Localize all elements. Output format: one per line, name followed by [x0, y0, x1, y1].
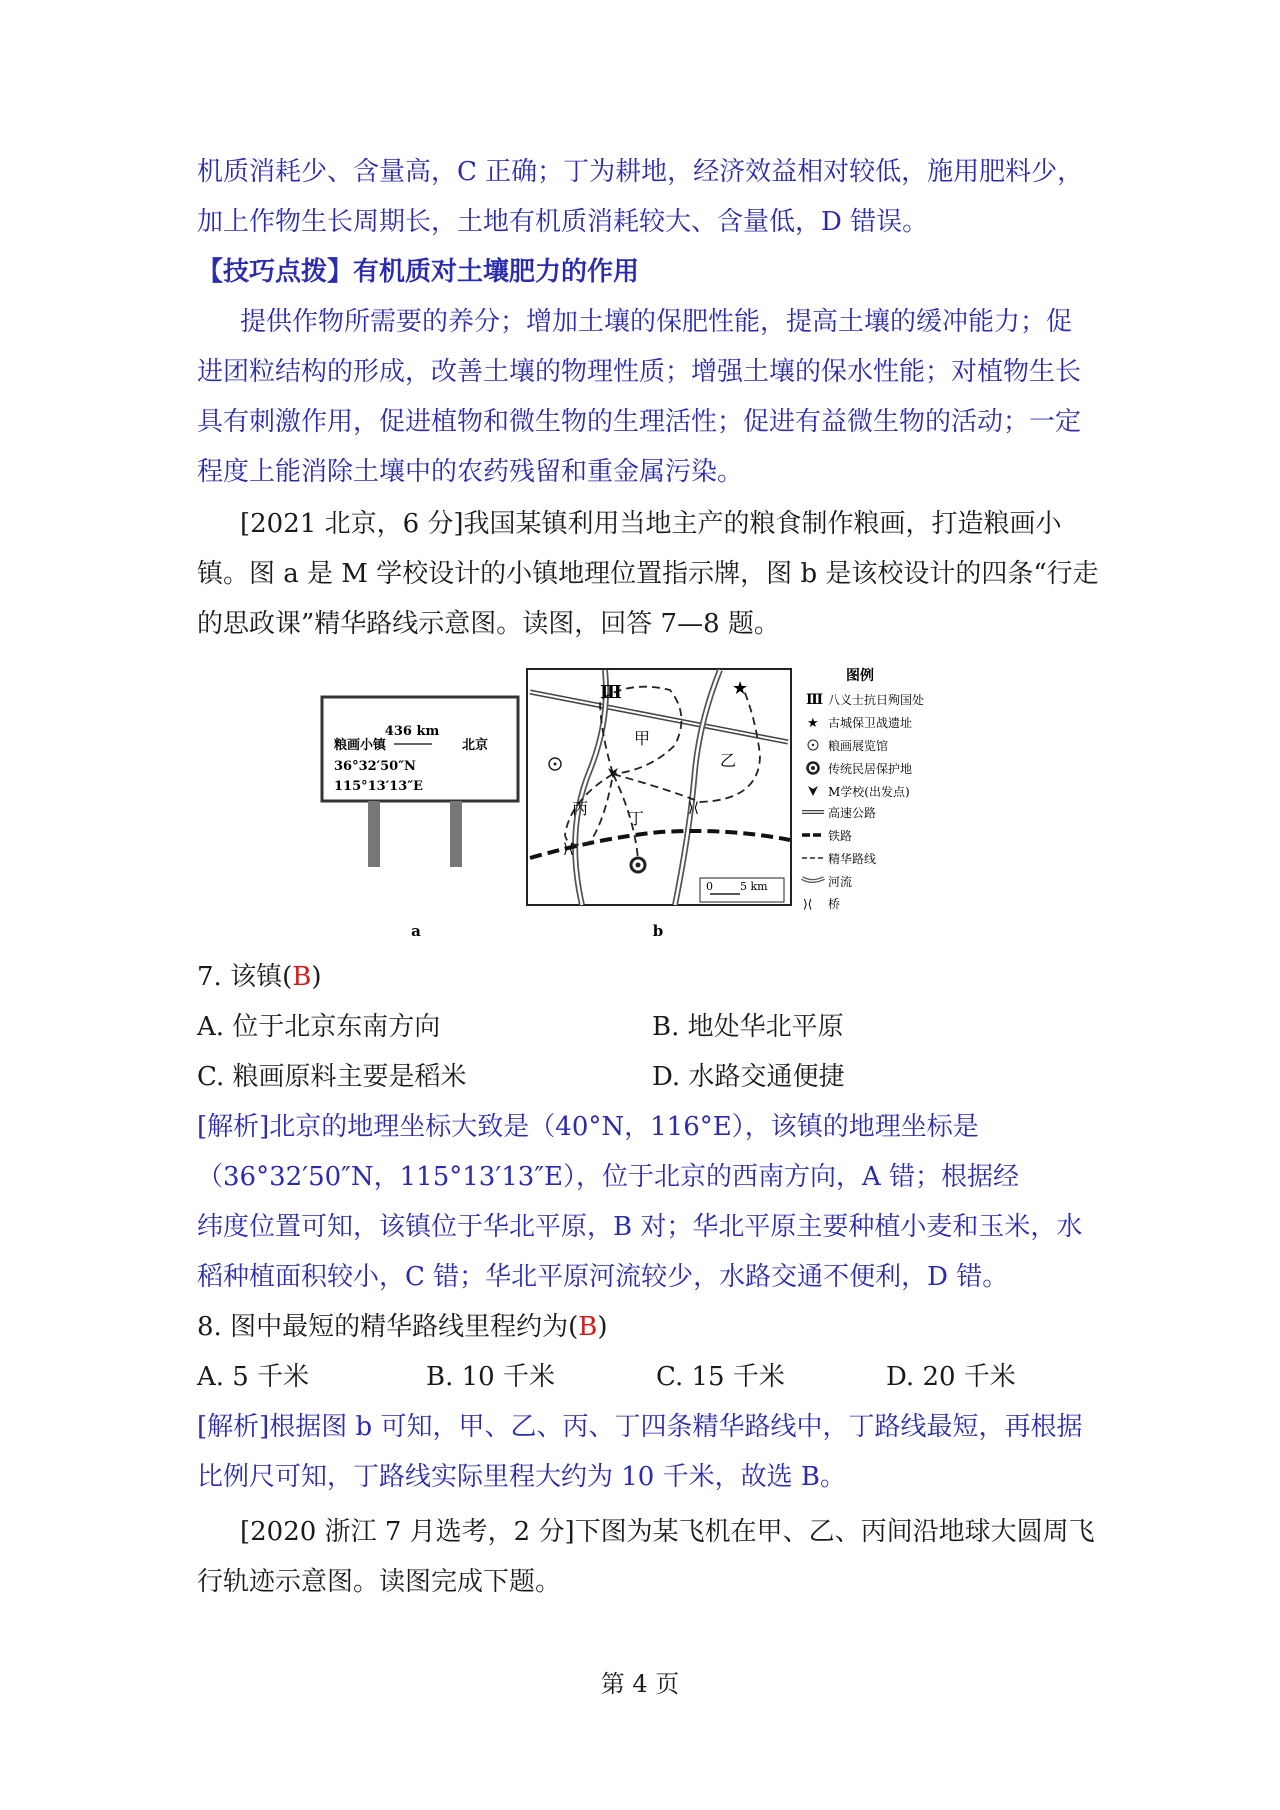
- route-map: [527, 669, 791, 905]
- explanation-line: 纬度位置可知，该镇位于华北平原，B 对；华北平原主要种植小麦和玉米，水: [197, 1212, 1083, 1242]
- answer-explanation-line: 加上作物生长周期长，土地有机质消耗较大、含量低，D 错误。: [197, 207, 929, 237]
- question-intro-line: 的思政课”精华路线示意图。读图，回答 7—8 题。: [197, 609, 780, 639]
- page-number: 第 4 页: [600, 1670, 680, 1698]
- question-7-prefix: 7. 该镇(: [197, 962, 293, 992]
- bridge-icon: ⟩⟨: [563, 841, 574, 857]
- option-a: A. 位于北京东南方向: [197, 1012, 441, 1042]
- scale-five-km: 5 km: [740, 880, 768, 893]
- legend-item: 传统民居保护地: [828, 762, 913, 776]
- legend-item: 桥: [828, 897, 841, 911]
- option-d: D. 水路交通便捷: [652, 1062, 845, 1092]
- explanation-line: （36°32′50″N，115°13′13″E），位于北京的西南方向，A 错；根据经: [197, 1162, 1020, 1192]
- sign-longitude: 115°13′13″E: [334, 779, 423, 794]
- legend-title: 图例: [846, 668, 874, 684]
- explanation-line: [解析]北京的地理坐标大致是（40°N，116°E），该镇的地理坐标是: [197, 1112, 979, 1142]
- bridge-icon: ⟩⟨: [688, 800, 699, 816]
- question-7-stem: [197, 960, 321, 994]
- route-label-bing: 丙: [572, 799, 589, 818]
- tip-text-line: 程度上能消除土壤中的农药残留和重金属污染。: [197, 457, 744, 487]
- option-d: D. 20 千米: [886, 1362, 1016, 1392]
- option-a: A. 5 千米: [197, 1362, 310, 1392]
- legend-item: 河流: [828, 875, 853, 889]
- question-7-suffix: ): [311, 962, 322, 992]
- svg-text:Ⅲ: Ⅲ: [806, 692, 824, 708]
- question-8-prefix: 8. 图中最短的精华路线里程约为(: [197, 1312, 579, 1342]
- option-b: B. 地处华北平原: [652, 1012, 844, 1042]
- legend-item: 粮画展览馆: [828, 739, 889, 753]
- svg-text:⟩⟨: ⟩⟨: [803, 897, 813, 911]
- legend-item: M学校(出发点): [828, 785, 910, 799]
- battle-site-icon: ★: [732, 678, 749, 699]
- question-intro-line: 镇。图 a 是 M 学校设计的小镇地理位置指示牌，图 b 是该校设计的四条“行走: [197, 559, 1099, 589]
- legend-item: 高速公路: [828, 806, 877, 820]
- legend-item: 古城保卫战遗址: [828, 716, 913, 730]
- question-7-answer: B: [292, 962, 312, 992]
- question-8-answer: B: [578, 1312, 598, 1342]
- figure-label-a: a: [411, 922, 421, 940]
- tip-text-line: 进团粒结构的形成，改善土壤的物理性质；增强土壤的保水性能；对植物生长: [197, 357, 1082, 387]
- sign-board: [322, 697, 518, 867]
- next-question-intro: 行轨迹示意图。读图完成下题。: [197, 1567, 562, 1597]
- tip-text-line: 提供作物所需要的养分；增加土壤的保肥性能，提高土壤的缓冲能力；促: [240, 307, 1073, 337]
- tip-text-line: 具有刺激作用，促进植物和微生物的生理活性；促进有益微生物的活动；一定: [197, 407, 1082, 437]
- figure-label-b: b: [652, 922, 664, 940]
- option-b: B. 10 千米: [426, 1362, 555, 1392]
- memorial-icon: Ⅲ: [600, 682, 622, 703]
- route-label-jia: 甲: [634, 729, 651, 748]
- explanation-line: 稻种植面积较小，C 错；华北平原河流较少，水路交通不便利，D 错。: [197, 1262, 1009, 1292]
- legend: [802, 667, 924, 911]
- tip-heading: 【技巧点拨】有机质对土壤肥力的作用: [197, 257, 640, 287]
- sign-distance: 436 km: [384, 724, 440, 739]
- option-c: C. 15 千米: [656, 1362, 785, 1392]
- figure-map: [300, 660, 960, 950]
- legend-item: 八义士抗日殉国处: [828, 693, 925, 707]
- answer-explanation-line: 机质消耗少、含量高，C 正确；丁为耕地，经济效益相对较低，施用肥料少，: [197, 157, 1084, 187]
- option-c: C. 粮画原料主要是稻米: [197, 1062, 467, 1092]
- route-label-ding: 丁: [628, 809, 645, 828]
- explanation-line: 比例尺可知，丁路线实际里程大约为 10 千米，故选 B。: [197, 1462, 846, 1492]
- scale-zero: 0: [706, 880, 713, 893]
- next-question-intro: [2020 浙江 7 月选考，2 分]下图为某飞机在甲、乙、丙间沿地球大圆周飞: [240, 1517, 1095, 1547]
- sign-city: 北京: [462, 738, 489, 753]
- question-8-stem: [197, 1310, 607, 1344]
- sign-town: 粮画小镇: [334, 738, 387, 753]
- sign-latitude: 36°32′50″N: [334, 759, 416, 774]
- explanation-line: [解析]根据图 b 可知，甲、乙、丙、丁四条精华路线中，丁路线最短，再根据: [197, 1412, 1083, 1442]
- question-intro-line: [2021 北京，6 分]我国某镇利用当地主产的粮食制作粮画，打造粮画小: [240, 509, 1062, 539]
- svg-text:★: ★: [807, 716, 819, 731]
- route-label-yi: 乙: [720, 751, 737, 770]
- legend-item: 铁路: [828, 829, 853, 843]
- question-8-suffix: ): [597, 1312, 608, 1342]
- legend-item: 精华路线: [828, 852, 877, 866]
